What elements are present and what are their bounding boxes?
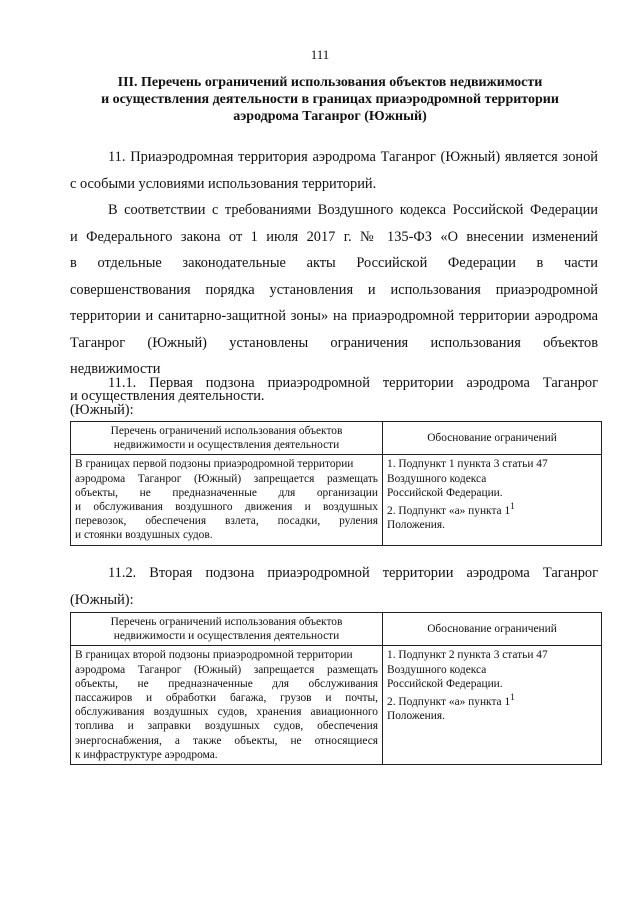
- paragraph-line: 11.2. Вторая подзона приаэродромной территории аэродрома Таганрог: [108, 565, 598, 581]
- cell-line: В границах первой подзоны приаэродромной территории: [75, 458, 354, 471]
- cell-line: топлива и заправки воздушных судов, обеспечения: [75, 720, 378, 733]
- header-restrictions: [71, 422, 383, 455]
- cell-line: [387, 500, 597, 518]
- cell-text: 2. Подпункт «а» пункта 1: [387, 504, 511, 517]
- page-number: 111: [310, 47, 330, 62]
- table-header-row: [71, 422, 602, 455]
- cell-line: Российской Федерации.: [387, 486, 503, 499]
- table-row: [71, 646, 602, 765]
- paragraph-line: и осуществления деятельности.: [70, 387, 265, 404]
- cell-line: Положения.: [387, 519, 445, 532]
- footnote-superscript: 1: [510, 502, 515, 513]
- header-line: Перечень ограничений использования объектов: [110, 425, 343, 437]
- header-justification: Обоснование ограничений: [383, 613, 602, 646]
- cell-line: и стоянки воздушных судов.: [75, 529, 213, 542]
- cell-line: и обслуживания воздушного движения и воздушных: [75, 501, 378, 514]
- cell-line: В границах второй подзоны приаэродромной территории: [75, 649, 353, 662]
- cell-line: 1. Подпункт 1 пункта 3 статьи 47: [387, 458, 548, 471]
- restrictions-cell: [71, 646, 383, 765]
- cell-text: 2. Подпункт «а» пункта 1: [387, 695, 511, 708]
- section-heading: [60, 74, 600, 125]
- paragraph-line: (Южный):: [70, 591, 134, 608]
- paragraph-line: В соответствии с требованиями Воздушного кодекса Российской Федерации: [108, 202, 598, 218]
- paragraph-line: (Южный):: [70, 401, 134, 418]
- subzone-1-table: [70, 421, 602, 546]
- paragraph-11: [70, 144, 598, 197]
- cell-line: объекты, не предназначенные для организации: [75, 486, 378, 499]
- restrictions-cell: [71, 455, 383, 545]
- cell-line: Российской Федерации.: [387, 677, 503, 690]
- paragraph-line: с особыми условиями использования территорий.: [70, 175, 377, 192]
- heading-line: III. Перечень ограничений использования объектов недвижимости: [117, 75, 543, 90]
- header-line: недвижимости и осуществления деятельности: [113, 439, 340, 452]
- cell-line: пассажиров и обработки багажа, грузов и почты,: [75, 692, 378, 705]
- subzone-2-title: [70, 560, 598, 613]
- justification-cell: [383, 646, 602, 765]
- table-header-row: [71, 613, 602, 646]
- table-row: [71, 455, 602, 545]
- subzone-1-title: [70, 370, 598, 423]
- cell-line: [387, 691, 597, 709]
- subzone-2-table: [70, 612, 602, 765]
- heading-line: и осуществления деятельности в границах приаэродромной территории: [101, 92, 559, 107]
- cell-line: энергоснабжения, а также объекты, не относящиеся: [75, 734, 378, 747]
- heading-line: аэродрома Таганрог (Южный): [233, 109, 427, 124]
- header-restrictions: [71, 613, 383, 646]
- cell-line: Положения.: [387, 710, 445, 723]
- cell-line: аэродрома Таганрог (Южный) запрещается размещать: [75, 472, 378, 485]
- paragraph-line: и Федерального закона от 1 июля 2017 г. № 135-ФЗ «О внесении изменений: [70, 228, 598, 245]
- cell-line: объекты, не предназначенные для обслуживания: [75, 677, 378, 690]
- header-line: Перечень ограничений использования объектов: [110, 616, 343, 628]
- cell-line: аэродрома Таганрог (Южный) запрещается размещать: [75, 663, 378, 676]
- footnote-superscript: 1: [510, 693, 515, 704]
- cell-line: Воздушного кодекса: [387, 472, 487, 485]
- paragraph-line: 11.1. Первая подзона приаэродромной территории аэродрома Таганрог: [108, 375, 598, 391]
- header-justification: Обоснование ограничений: [383, 422, 602, 455]
- paragraph-line: 11. Приаэродромная территория аэродрома Таганрог (Южный) является зоной: [108, 149, 598, 165]
- header-line: недвижимости и осуществления деятельности: [113, 630, 340, 643]
- cell-line: обслуживания воздушных судов, хранения авиационного: [75, 706, 378, 719]
- cell-line: Воздушного кодекса: [387, 663, 487, 676]
- cell-line: к инфраструктуре аэродрома.: [75, 748, 218, 761]
- paragraph-line: территории и санитарно-защитной зоны» на приаэродромной территории аэродрома: [70, 308, 598, 324]
- paragraph-line: совершенствования порядка установления и использования приаэродромной: [70, 281, 598, 298]
- paragraph-line: Таганрог (Южный) установлены ограничения использования объектов недвижимости: [70, 334, 598, 377]
- justification-cell: [383, 455, 602, 545]
- paragraph-line: в отдельные законодательные акты Российской Федерации в части: [70, 255, 598, 271]
- cell-line: перевозок, обеспечения взлета, посадки, руления: [75, 515, 378, 528]
- cell-line: 1. Подпункт 2 пункта 3 статьи 47: [387, 649, 548, 662]
